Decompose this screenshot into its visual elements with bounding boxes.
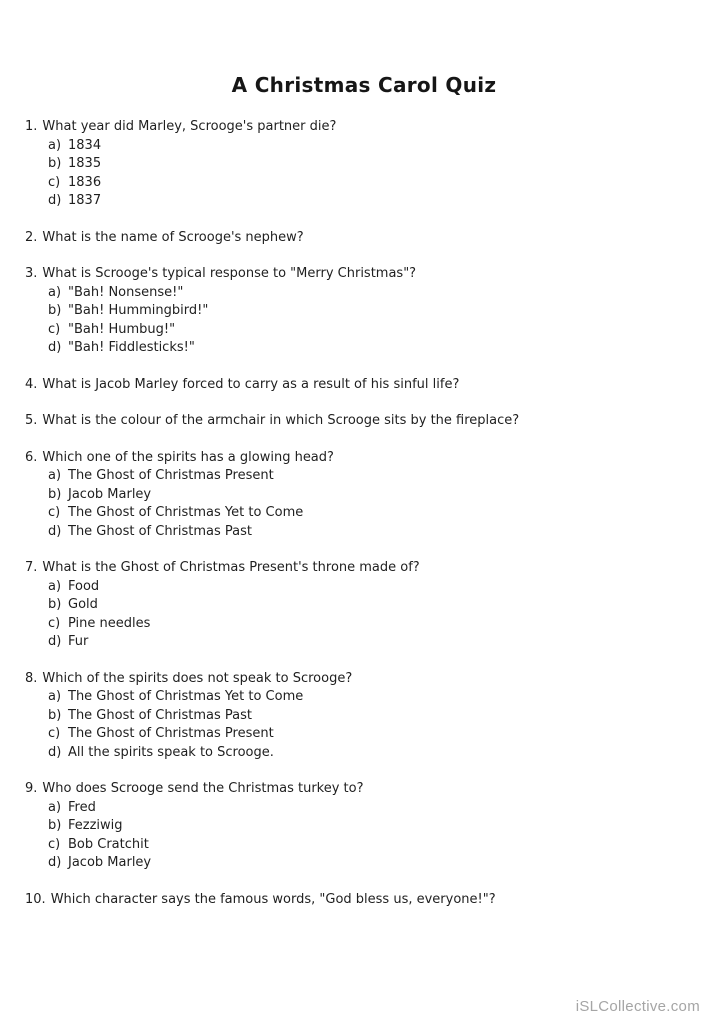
question	[25, 780, 710, 873]
option-letter: d)	[48, 193, 62, 208]
question-text: What is Scrooge's typical response to "Merry Christmas"?	[42, 266, 417, 281]
question-number: 8.	[25, 670, 38, 686]
question	[25, 265, 710, 358]
answer-option	[48, 504, 710, 523]
option-text: "Bah! Humbug!"	[68, 321, 176, 337]
option-list	[48, 467, 710, 541]
option-text: "Bah! Nonsense!"	[68, 284, 184, 300]
option-text: The Ghost of Christmas Yet to Come	[68, 505, 304, 520]
answer-option	[48, 596, 710, 615]
answer-option	[48, 137, 710, 156]
watermark: iSLCollective.com	[575, 998, 700, 1015]
question-line	[25, 118, 710, 137]
answer-option	[48, 615, 710, 634]
question-text: What is the Ghost of Christmas Present's throne made of?	[42, 560, 420, 575]
option-letter: c)	[48, 321, 61, 337]
option-letter: c)	[48, 505, 61, 520]
answer-option	[48, 486, 710, 505]
option-text: Bob Cratchit	[68, 836, 149, 852]
option-list	[48, 688, 710, 762]
answer-option	[48, 339, 710, 358]
option-letter: b)	[48, 303, 62, 318]
answer-option	[48, 467, 710, 486]
question	[25, 118, 710, 211]
option-text: "Bah! Hummingbird!"	[68, 303, 209, 318]
option-text: The Ghost of Christmas Present	[68, 726, 274, 741]
question	[25, 412, 710, 431]
option-letter: a)	[48, 137, 62, 153]
question	[25, 670, 710, 763]
question-text: Which one of the spirits has a glowing head?	[42, 449, 334, 465]
answer-option	[48, 174, 710, 193]
question-line	[25, 891, 710, 910]
option-list	[48, 578, 710, 652]
question-line	[25, 412, 710, 431]
option-text: Jacob Marley	[68, 855, 152, 870]
option-text: The Ghost of Christmas Past	[68, 707, 253, 723]
answer-option	[48, 707, 710, 726]
option-letter: b)	[48, 597, 62, 612]
option-text: 1835	[68, 156, 102, 171]
question-number: 10.	[25, 891, 46, 907]
option-text: Gold	[68, 597, 98, 612]
question-line	[25, 559, 710, 578]
option-text: Pine needles	[68, 615, 151, 631]
option-letter: c)	[48, 836, 61, 852]
answer-option	[48, 725, 710, 744]
answer-option	[48, 302, 710, 321]
question-text: What is the name of Scrooge's nephew?	[42, 229, 304, 245]
option-letter: b)	[48, 707, 62, 723]
option-letter: d)	[48, 523, 62, 539]
option-letter: a)	[48, 799, 62, 815]
answer-option	[48, 817, 710, 836]
answer-option	[48, 688, 710, 707]
question-text: Who does Scrooge send the Christmas turkey to?	[42, 781, 364, 796]
question-text: Which character says the famous words, "God bless us, everyone!"?	[50, 891, 496, 907]
question-text: What year did Marley, Scrooge's partner die?	[42, 119, 337, 134]
question-list	[25, 118, 710, 909]
answer-option	[48, 155, 710, 174]
question	[25, 376, 710, 395]
page-title: A Christmas Carol Quiz	[231, 73, 497, 97]
answer-option	[48, 523, 710, 542]
option-letter: b)	[48, 818, 62, 833]
answer-option	[48, 854, 710, 873]
question-number: 1.	[25, 119, 38, 134]
question	[25, 891, 710, 910]
question	[25, 559, 710, 652]
answer-option	[48, 284, 710, 303]
question-line	[25, 780, 710, 799]
question-text: Which of the spirits does not speak to Scrooge?	[42, 670, 353, 686]
option-text: The Ghost of Christmas Past	[68, 523, 253, 539]
question-number: 6.	[25, 449, 38, 465]
option-letter: d)	[48, 340, 62, 355]
answer-option	[48, 799, 710, 818]
option-list	[48, 137, 710, 211]
question-line	[25, 449, 710, 468]
answer-option	[48, 192, 710, 211]
option-letter: d)	[48, 634, 62, 649]
option-text: The Ghost of Christmas Present	[68, 468, 274, 483]
question-line	[25, 376, 710, 395]
option-letter: a)	[48, 468, 62, 483]
option-letter: b)	[48, 156, 62, 171]
option-text: 1836	[68, 174, 102, 190]
answer-option	[48, 836, 710, 855]
answer-option	[48, 633, 710, 652]
question-number: 4.	[25, 376, 38, 392]
question-line	[25, 265, 710, 284]
question-line	[25, 670, 710, 689]
option-letter: b)	[48, 486, 62, 502]
option-letter: a)	[48, 578, 62, 594]
question-number: 3.	[25, 266, 38, 281]
option-letter: a)	[48, 689, 62, 704]
question-line	[25, 229, 710, 248]
question-text: What is the colour of the armchair in which Scrooge sits by the fireplace?	[42, 413, 520, 428]
option-letter: a)	[48, 284, 62, 300]
option-text: "Bah! Fiddlesticks!"	[68, 340, 195, 355]
option-list	[48, 799, 710, 873]
question-number: 7.	[25, 560, 38, 575]
option-text: The Ghost of Christmas Yet to Come	[68, 689, 304, 704]
option-letter: d)	[48, 744, 62, 760]
question-number: 5.	[25, 413, 38, 428]
option-letter: d)	[48, 855, 62, 870]
option-text: 1834	[68, 137, 102, 153]
answer-option	[48, 578, 710, 597]
option-list	[48, 284, 710, 358]
option-text: Food	[68, 578, 100, 594]
option-text: Fezziwig	[68, 818, 123, 833]
option-text: Fur	[68, 634, 89, 649]
answer-option	[48, 744, 710, 763]
question-text: What is Jacob Marley forced to carry as a result of his sinful life?	[42, 376, 460, 392]
option-text: 1837	[68, 193, 102, 208]
question	[25, 229, 710, 248]
option-letter: c)	[48, 615, 61, 631]
question	[25, 449, 710, 542]
question-number: 9.	[25, 781, 38, 796]
answer-option	[48, 321, 710, 340]
option-text: All the spirits speak to Scrooge.	[68, 744, 274, 760]
option-text: Fred	[68, 799, 96, 815]
option-text: Jacob Marley	[68, 486, 152, 502]
option-letter: c)	[48, 174, 61, 190]
question-number: 2.	[25, 229, 38, 245]
option-letter: c)	[48, 726, 61, 741]
